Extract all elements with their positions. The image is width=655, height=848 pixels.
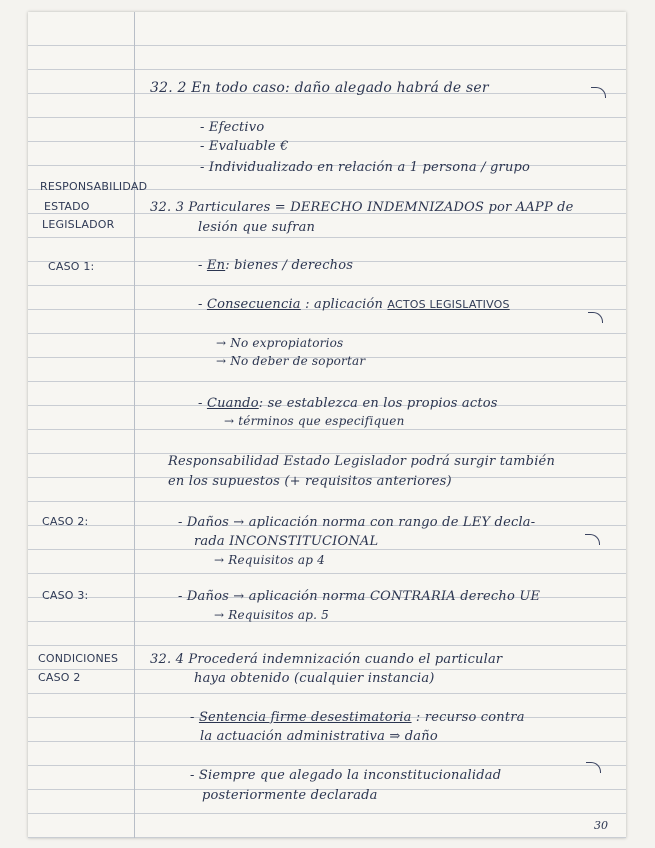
margin-label: CASO 2 [38, 671, 81, 684]
curl-mark [588, 312, 603, 323]
margin-label: RESPONSABILIDAD [40, 180, 148, 193]
note-line: - Efectivo [200, 120, 265, 135]
margin-label-caso1: CASO 1: [48, 260, 95, 273]
margin-label-caso2: CASO 2: [42, 515, 89, 528]
note-line: → Requisitos ap 4 [214, 553, 325, 567]
note-line: la actuación administrativa ⇒ daño [200, 729, 438, 744]
note-line: rada INCONSTITUCIONAL [194, 534, 379, 549]
note-line: posteriormente declarada [202, 788, 378, 803]
note-line: - Daños → aplicación norma con rango de LEY decla- [178, 515, 536, 530]
note-line: - Consecuencia : aplicación ACTOS LEGISLATIVOS [198, 297, 510, 312]
margin-label: LEGISLADOR [42, 218, 115, 231]
margin-label-caso3: CASO 3: [42, 589, 89, 602]
margin-label: ESTADO [44, 200, 90, 213]
note-line: → No deber de soportar [216, 354, 366, 368]
note-line: - Daños → aplicación norma CONTRARIA derecho UE [178, 589, 541, 604]
note-line: en los supuestos (+ requisitos anteriores) [168, 474, 452, 489]
page-number: 30 [594, 819, 608, 832]
note-line: → términos que especifiquen [224, 414, 405, 428]
note-line: 32. 3 Particulares = DERECHO INDEMNIZADOS por AAPP de [150, 200, 574, 215]
note-line: 32. 2 En todo caso: daño alegado habrá de ser [150, 80, 489, 96]
note-line: → No expropiatorios [216, 336, 344, 350]
note-line: → Requisitos ap. 5 [214, 608, 329, 622]
note-line: - En: bienes / derechos [198, 258, 354, 273]
notebook-page [28, 12, 626, 838]
note-line: 32. 4 Procederá indemnización cuando el particular [150, 652, 503, 667]
note-line: - Evaluable € [200, 139, 289, 154]
curl-mark [586, 762, 601, 773]
note-line: - Siempre que alegado la inconstitucionalidad [190, 768, 502, 783]
margin-label: CONDICIONES [38, 652, 119, 665]
note-line: lesión que sufran [198, 220, 316, 235]
note-line: Responsabilidad Estado Legislador podrá surgir también [168, 454, 556, 469]
curl-mark [591, 87, 606, 98]
note-line: - Individualizado en relación a 1 persona / grupo [200, 160, 531, 175]
margin-line [134, 12, 135, 838]
note-line: - Sentencia firme desestimatoria : recurso contra [190, 710, 525, 725]
curl-mark [585, 534, 600, 545]
note-line: haya obtenido (cualquier instancia) [194, 671, 435, 686]
note-line: - Cuando: se establezca en los propios actos [198, 396, 498, 411]
